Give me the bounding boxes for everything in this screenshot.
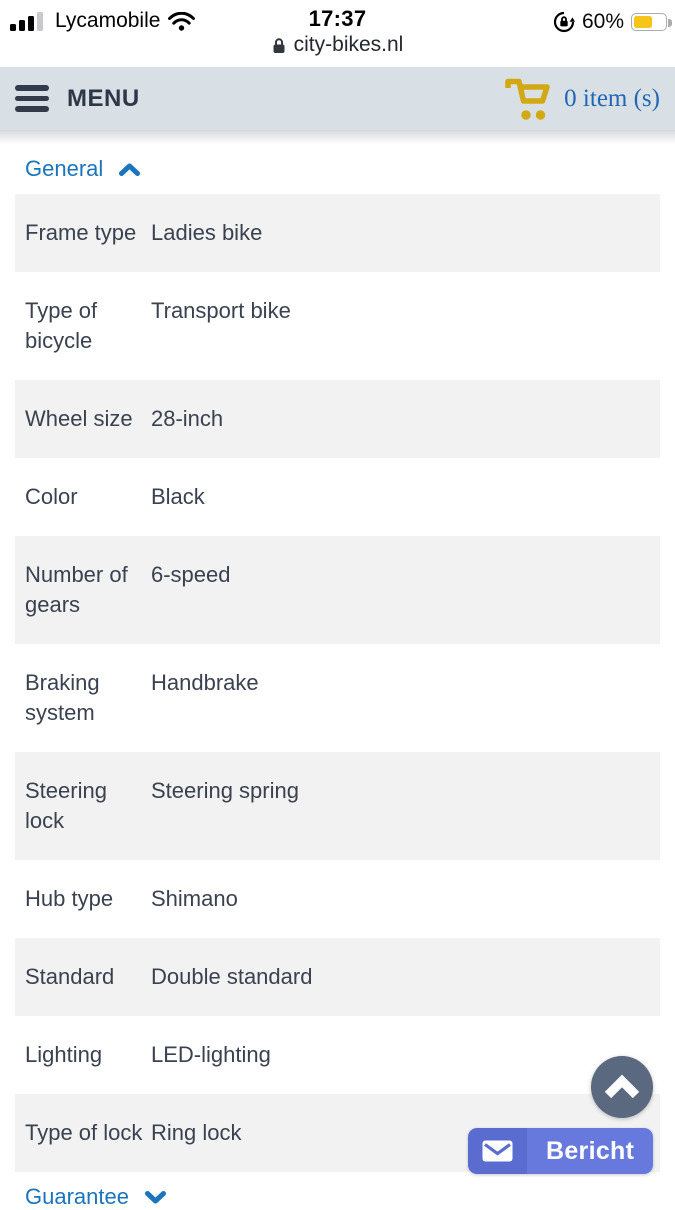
product-specs: [0, 156, 675, 1210]
envelope-icon: [482, 1140, 513, 1162]
spec-row-number-of-gears: [15, 536, 660, 644]
spec-value: Handbrake: [151, 670, 259, 695]
spec-value: 28-inch: [151, 406, 224, 431]
chevron-up-icon: [118, 162, 141, 177]
message-button-label: Bericht: [527, 1128, 653, 1174]
message-button[interactable]: [468, 1128, 653, 1174]
section-toggle-guarantee[interactable]: [25, 1184, 167, 1210]
spec-row-steering-lock: [15, 752, 660, 860]
section-general-label: General: [25, 156, 104, 181]
spec-row-frame-type: [15, 194, 660, 272]
shopping-cart-icon: [504, 77, 552, 121]
spec-label: Type of lock: [25, 1120, 143, 1145]
spec-label: Type of bicycle: [25, 298, 98, 353]
battery-icon: [631, 13, 667, 31]
spec-value: Black: [151, 484, 205, 509]
section-toggle-general[interactable]: [25, 156, 141, 182]
spec-row-lighting: [15, 1016, 660, 1094]
scroll-to-top-button[interactable]: [591, 1056, 653, 1118]
orientation-lock-icon: [553, 11, 575, 33]
hamburger-icon: [15, 85, 49, 112]
spec-row-braking-system: [15, 644, 660, 752]
carrier-label: Lycamobile: [55, 9, 161, 32]
padlock-icon: [272, 37, 286, 54]
browser-address-bar[interactable]: [0, 33, 675, 57]
spec-value: LED-lighting: [151, 1042, 271, 1067]
battery-nub: [668, 19, 672, 27]
spec-value: 6-speed: [151, 562, 231, 587]
menu-label: MENU: [67, 84, 140, 112]
menu-toggle-button[interactable]: [15, 85, 140, 113]
spec-label: Number of gears: [25, 562, 128, 617]
chevron-down-icon: [144, 1190, 167, 1205]
spec-label: Steering lock: [25, 778, 107, 833]
site-url: city-bikes.nl: [293, 33, 404, 56]
spec-row-wheel-size: [15, 380, 660, 458]
cart-count-label: 0 item (s): [564, 84, 660, 112]
spec-row-standard: [15, 938, 660, 1016]
spec-row-hub-type: [15, 860, 660, 938]
menu-bar-shadow: [0, 130, 675, 144]
spec-row-type-of-bicycle: [15, 272, 660, 380]
spec-label: Lighting: [25, 1042, 103, 1067]
spec-value: Shimano: [151, 886, 238, 911]
spec-value: Transport bike: [151, 298, 291, 323]
site-menu-bar: [0, 67, 675, 130]
status-right-cluster: [553, 10, 667, 34]
message-button-icon-segment: [468, 1128, 527, 1174]
clock: 17:37: [308, 6, 367, 31]
spec-table: [0, 194, 675, 1172]
spec-label: Standard: [25, 964, 115, 989]
spec-label: Wheel size: [25, 406, 133, 431]
spec-value: Steering spring: [151, 778, 299, 803]
spec-value: Ring lock: [151, 1120, 242, 1145]
battery-percent-label: 60%: [581, 10, 624, 33]
spec-label: Color: [25, 484, 78, 509]
battery-fill: [634, 16, 652, 28]
spec-label: Hub type: [25, 886, 114, 911]
spec-label: Braking system: [25, 670, 100, 725]
chevron-up-icon: [603, 1074, 641, 1100]
spec-value: Ladies bike: [151, 220, 263, 245]
cart-button[interactable]: [504, 77, 660, 121]
spec-label: Frame type: [25, 220, 137, 245]
spec-value: Double standard: [151, 964, 313, 989]
ios-status-bar: [0, 0, 675, 67]
spec-row-color: [15, 458, 660, 536]
section-guarantee-label: Guarantee: [25, 1184, 129, 1209]
